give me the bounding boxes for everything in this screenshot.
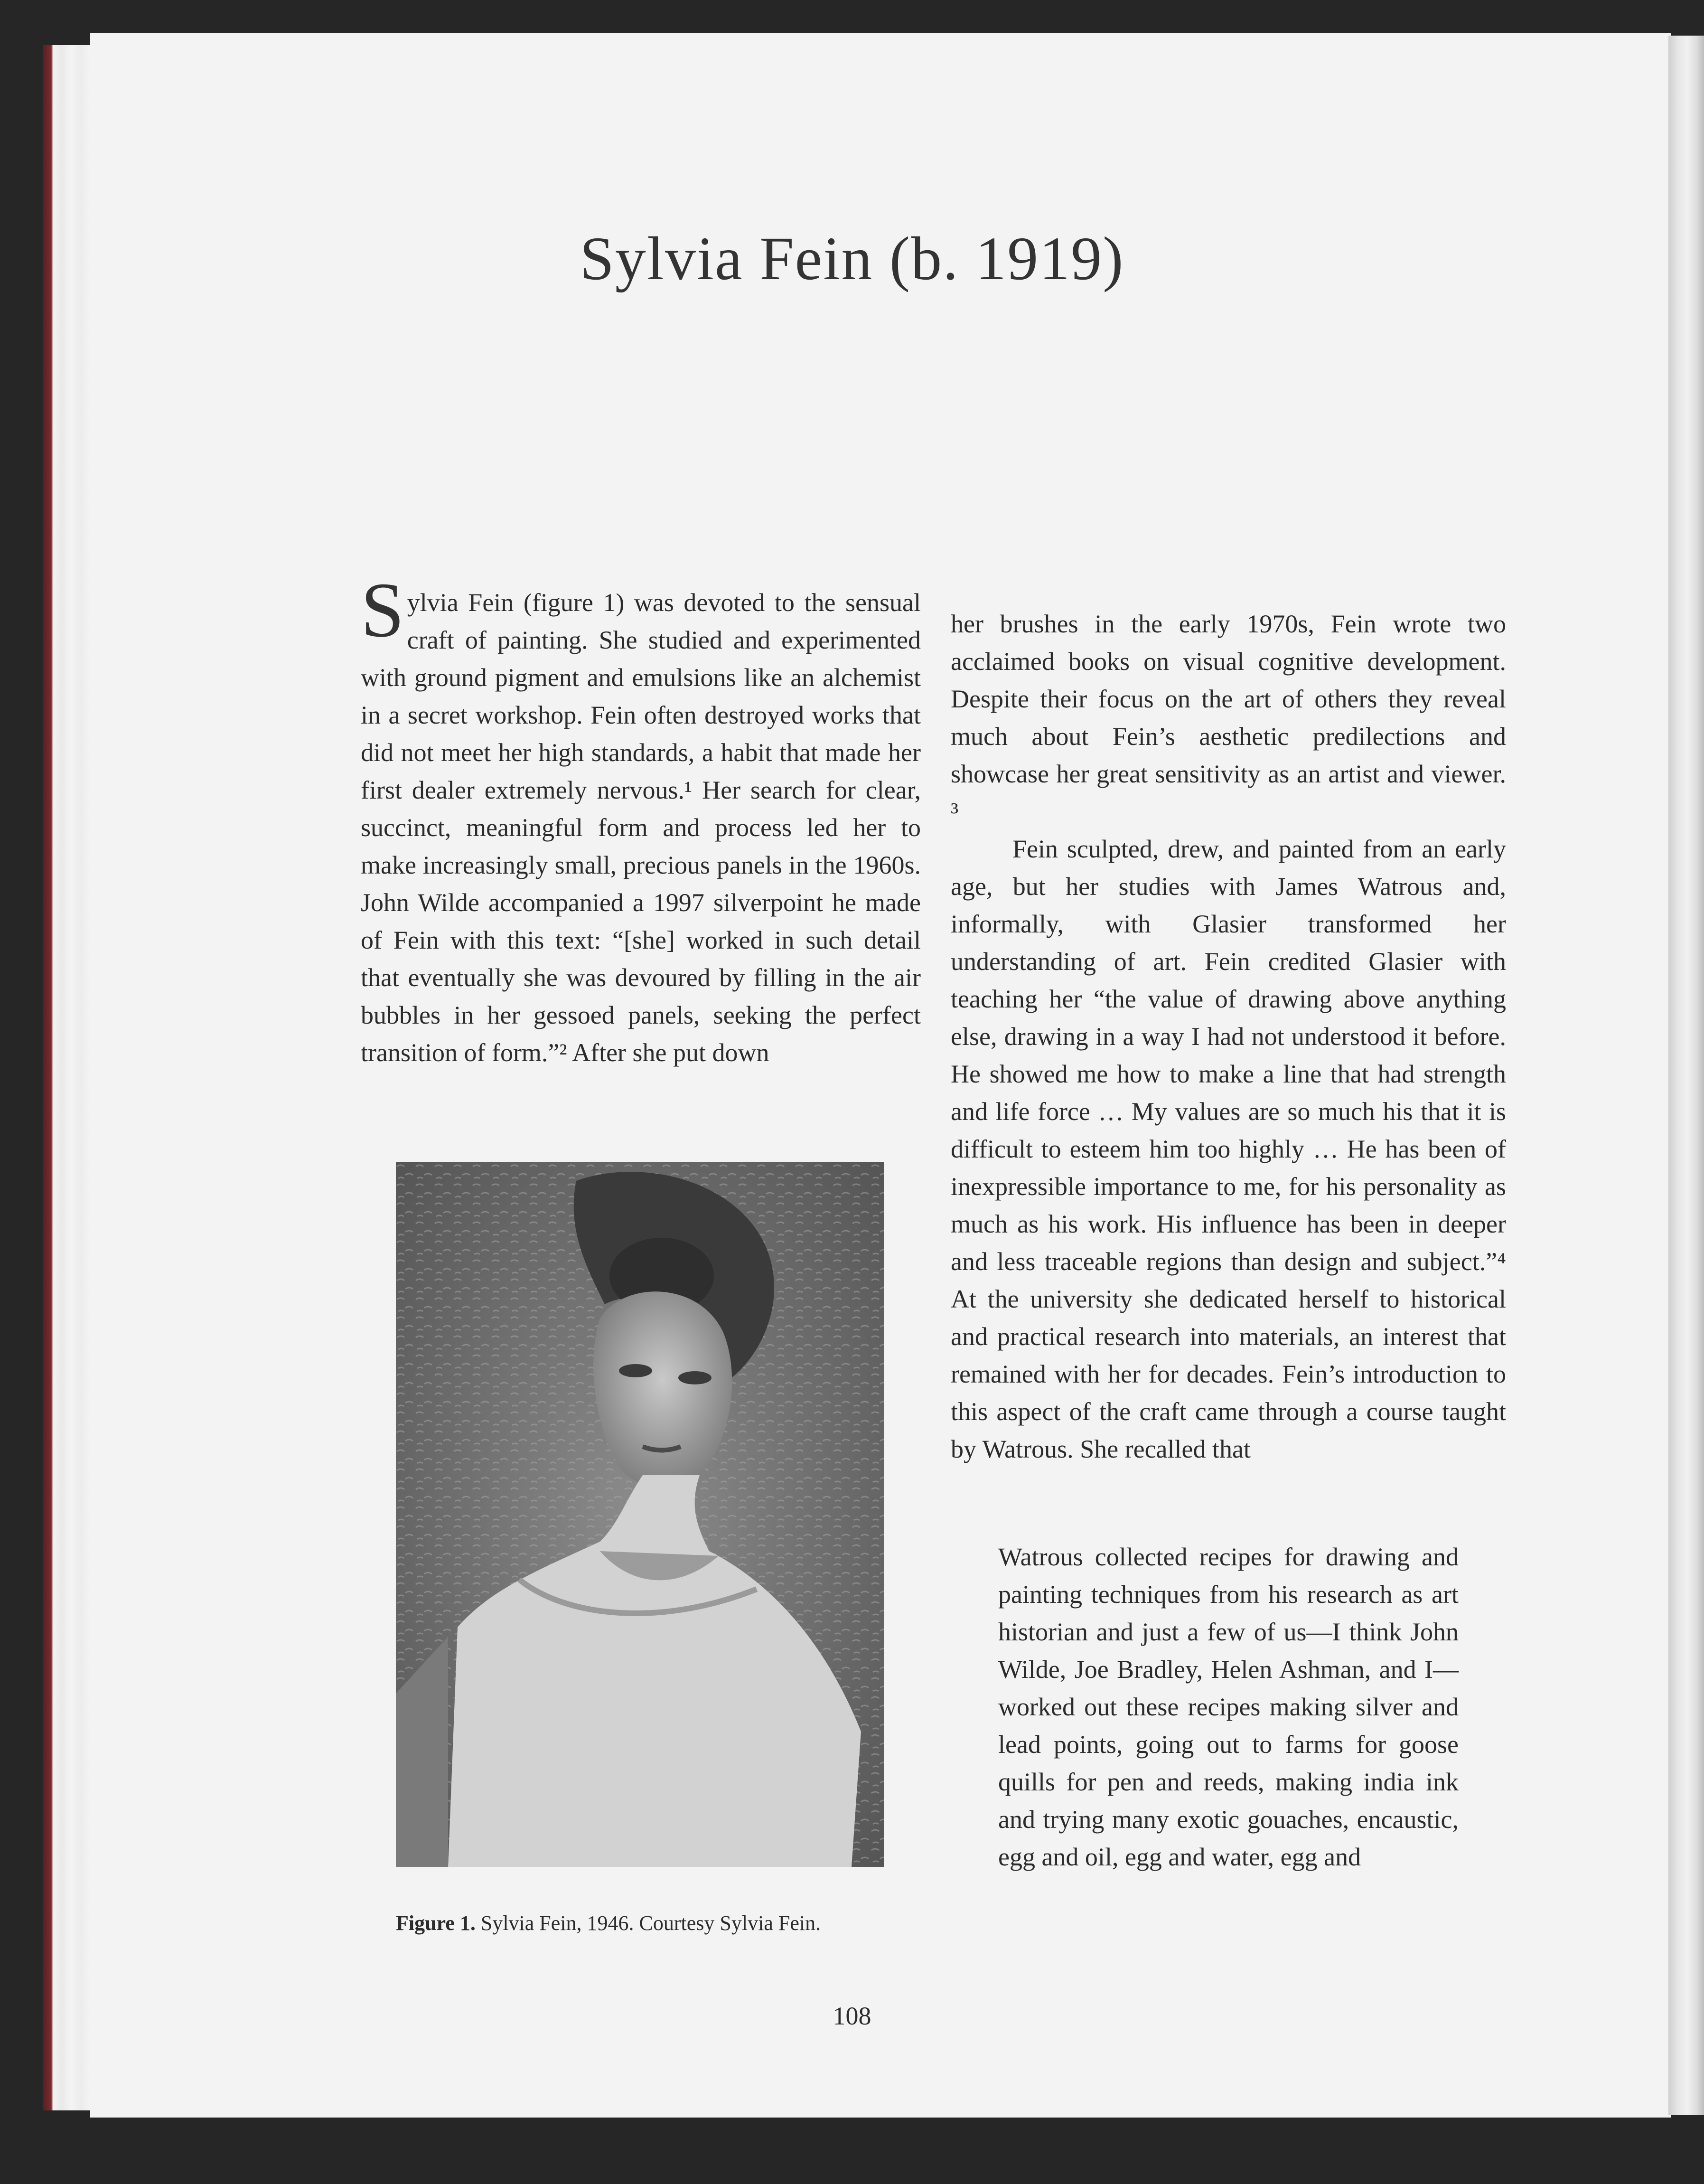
drop-cap: S <box>361 566 404 653</box>
chapter-title: Sylvia Fein (b. 1919) <box>580 225 1124 293</box>
book-page-edges <box>43 45 90 2110</box>
figure-caption <box>396 1911 918 1935</box>
figure-label: Figure 1. <box>396 1911 476 1935</box>
next-page-edge <box>1668 36 1704 2115</box>
block-quote <box>998 1538 1459 1876</box>
portrait-photo-image <box>396 1162 884 1867</box>
figure-caption-text: Sylvia Fein, 1946. Courtesy Sylvia Fein. <box>475 1911 821 1935</box>
portrait-photo <box>396 1162 884 1867</box>
left-text-column <box>361 566 921 1072</box>
paragraph-second: Fein sculpted, drew, and painted from an early age, but her studies with James Watrous and, informally, with Glasier transformed her understanding of art. Fein credited Glasier with teaching her “the value of drawing above anything else, drawing in a way I had not understood it before. He showed me how to make a line that had strength and life force … My values are so much his that it is difficult to esteem him too highly … He has been of inexpressible importance to me, for his personality as much as his work. His influence has been in deeper and less traceable regions than design and subject.”⁴ At the university she dedicated herself to historical and practical research into materials, an interest that remained with her for decades. Fein’s introduction to this aspect of the craft came through a course taught by Watrous. She recalled that <box>951 835 1506 1463</box>
paragraph-continuation: her brushes in the early 1970s, Fein wrote two acclaimed books on visual cognitive development. Despite their focus on the art of others they reveal much about Fein’s aesthetic predilections and showcase her great sensitivity as an artist and viewer. ³ <box>951 610 1506 826</box>
right-text-column <box>951 605 1506 1468</box>
opening-paragraph <box>361 566 921 1072</box>
page-number: 108 <box>833 2002 871 2030</box>
opening-paragraph-text: ylvia Fein (figure 1) was devoted to the sensual craft of painting. She studied and experimented with ground pigment and emulsions like an alchemist in a secret workshop. Fein often destroyed works that did not meet her high standards, a habit that made her first dealer extremely nervous.¹ Her search for clear, succinct, meaningful form and process led her to make increasingly small, precious panels in the 1960s. John Wilde accompanied a 1997 silverpoint he made of Fein with this text: “[she] worked in such detail that eventually she was devoured by filling in the air bubbles in her gessoed panels, seeking the perfect transition of form.”² After she put down <box>361 588 921 1067</box>
block-quote-text: Watrous collected recipes for drawing and painting techniques from his research as art historian and just a few of us—I think John Wilde, Joe Bradley, Helen Ashman, and I—worked out these recipes making silver and lead points, going out to farms for goose quills for pen and reeds, making india ink and trying many exotic gouaches, encaustic, egg and oil, egg and water, egg and <box>998 1543 1459 1871</box>
